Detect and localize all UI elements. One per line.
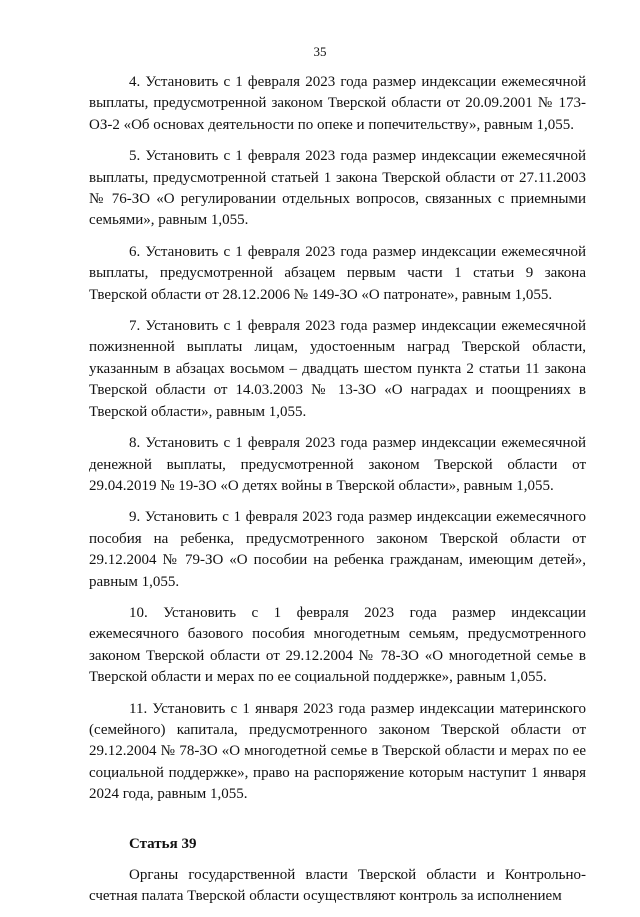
- paragraph-item-8: 8. Установить с 1 февраля 2023 года размер индексации ежемесячной денежной выплаты, предусмотренной законом Тверской области от 29.04.2019 № 19-ЗО «О детях войны в Тверской области», равным 1,055.: [89, 435, 586, 494]
- paragraph-item-11: 11. Установить с 1 января 2023 года размер индексации материнского (семейного) капитала, предусмотренного законом Тверской области от 29.12.2004 № 78-ЗО «О многодетной семье в Тверской области и мерах по ее социальной поддержке», право на распоряжение которым наступит 1 января 2024 года, равным 1,055.: [89, 700, 586, 803]
- paragraph-item-9: 9. Установить с 1 февраля 2023 года размер индексации ежемесячного пособия на ребенка, предусмотренного законом Тверской области от 29.12.2004 № 79-ЗО «О пособии на ребенка гражданам, имеющим детей», равным 1,055.: [89, 509, 586, 590]
- paragraph-item-7: 7. Установить с 1 февраля 2023 года размер индексации ежемесячной пожизненной выплаты лицам, удостоенным наград Тверской области, указанным в абзацах восьмом – двадцать шестом пункта 2 статьи 11 закона Тверской области от 14.03.2003 № 13-ЗО «О наградах и поощрениях в Тверской области», равным 1,055.: [89, 318, 586, 420]
- article-heading: Статья 39: [129, 835, 197, 852]
- document-body: [89, 72, 586, 917]
- article-text: Органы государственной власти Тверской области и Контрольно-счетная палата Тверской области осуществляют контроль за исполнением: [89, 866, 586, 904]
- paragraph-item-10: 10. Установить с 1 февраля 2023 года размер индексации ежемесячного базового пособия многодетным семьям, предусмотренного законом Тверской области от 29.12.2004 № 78-ЗО «О многодетной семье в Тверской области и мерах по ее социальной поддержке», равным 1,055.: [89, 604, 586, 686]
- page-number: 35: [313, 44, 327, 59]
- paragraph-item-4: 4. Установить с 1 февраля 2023 года размер индексации ежемесячной выплаты, предусмотренной законом Тверской области от 20.09.2001 № 173-ОЗ-2 «Об основах деятельности по опеке и попечительству», равным 1,055.: [89, 74, 586, 133]
- paragraph-item-5: 5. Установить с 1 февраля 2023 года размер индексации ежемесячной выплаты, предусмотренной статьей 1 закона Тверской области от 27.11.2003 № 76-ЗО «О регулировании отдельных вопросов, связанных с приемными семьями», равным 1,055.: [89, 148, 586, 229]
- paragraph-item-6: 6. Установить с 1 февраля 2023 года размер индексации ежемесячной выплаты, предусмотренной абзацем первым части 1 статьи 9 закона Тверской области от 28.12.2006 № 149-ЗО «О патронате», равным 1,055.: [89, 243, 586, 303]
